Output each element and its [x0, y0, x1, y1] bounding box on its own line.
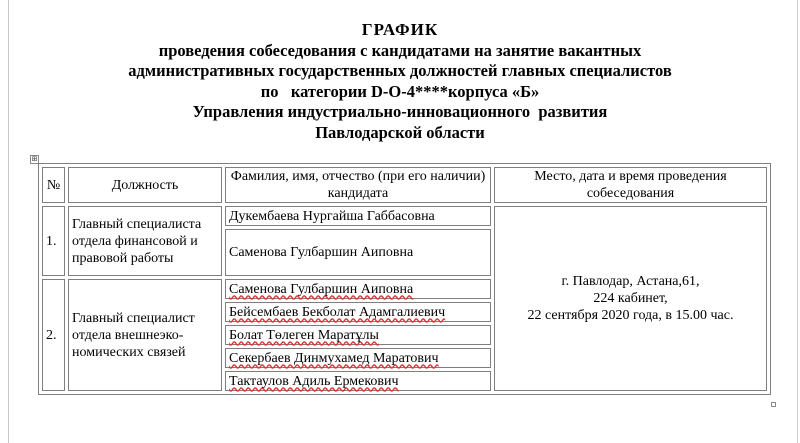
candidate-name-text: Секербаев Динмухамед Маратович [229, 350, 439, 366]
candidate-name-text: Бейсембаев Бекболат Адамгалиевич [229, 304, 446, 320]
row-position: Главный специалиста отдела финансовой и правовой работы [68, 206, 222, 276]
candidate-name-text: Болат Төлеген Маратұлы [229, 327, 379, 343]
heading-line-2: административных государственных должностей главных специалистов [128, 61, 672, 80]
table-row [42, 206, 767, 226]
heading-line-5: Павлодарской области [315, 122, 485, 142]
candidate-name [225, 279, 491, 299]
candidate-name: Саменова Гулбаршин Аиповна [225, 229, 491, 276]
candidate-name-text: Саменова Гулбаршин Аиповна [229, 281, 414, 297]
candidate-name-text: Тактаулов Адиль Ермекович [229, 373, 399, 389]
row-number: 1. [42, 206, 65, 276]
heading-line-1: проведения собеседования с кандидатами на занятие вакантных [158, 40, 642, 60]
table-header-row [42, 167, 767, 203]
table-move-handle-icon[interactable]: ⊞ [31, 155, 38, 163]
heading-line-4: Управления индустриально-инновационного развития [192, 102, 608, 121]
header-candidate-name: Фамилия, имя, отчество (при его наличии) кандидата [225, 167, 491, 203]
place-room: 224 кабинет, [593, 291, 668, 306]
candidate-name [225, 348, 491, 368]
table-resize-handle-icon[interactable] [771, 402, 776, 407]
candidate-name [225, 371, 491, 391]
place-date-time: 22 сентября 2020 года, в 15.00 час. [527, 308, 734, 323]
candidate-name: Дукембаева Нургайша Габбасовна [225, 206, 491, 226]
header-position: Должность [68, 167, 222, 203]
heading-title: ГРАФИК [361, 20, 439, 39]
document-heading [0, 20, 800, 143]
schedule-table [38, 163, 771, 395]
heading-line-3: по категории D-О-4****корпуса «Б» [260, 81, 540, 101]
header-number: № [42, 167, 65, 203]
candidate-name [225, 302, 491, 322]
candidate-name [225, 325, 491, 345]
place-address: г. Павлодар, Астана,61, [561, 274, 700, 289]
row-position: Главный специалист отдела внешнеэко-номических связей [68, 279, 222, 391]
row-number: 2. [42, 279, 65, 391]
header-place-date-time: Место, дата и время проведения собеседования [494, 167, 767, 203]
interview-place-cell [494, 206, 767, 391]
